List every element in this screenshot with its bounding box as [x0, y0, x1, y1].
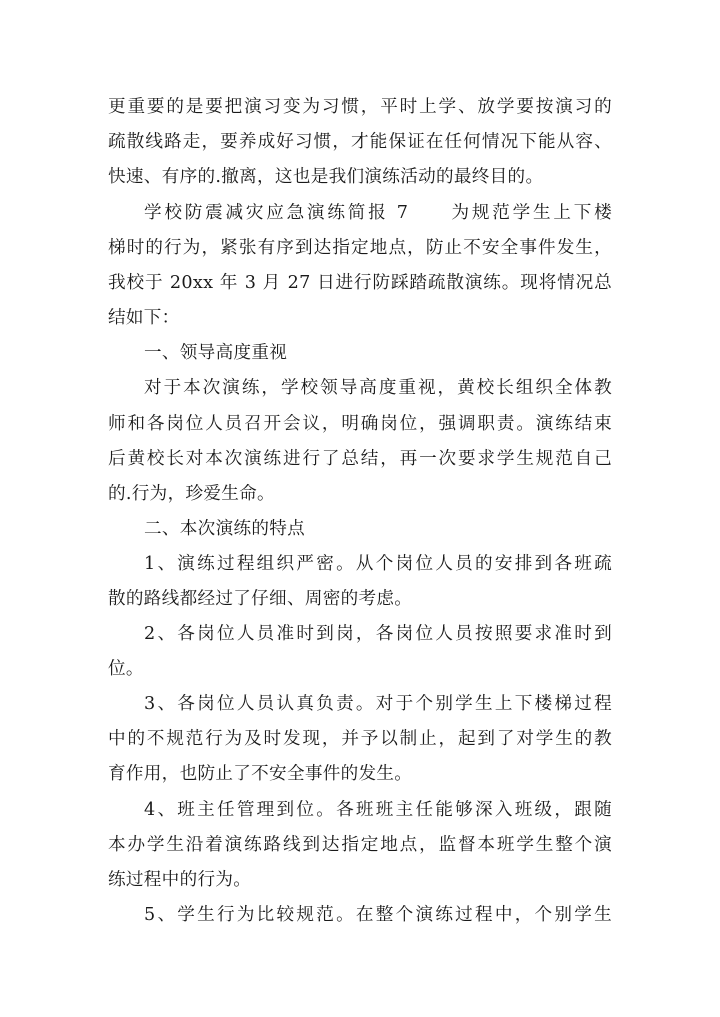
paragraph-line: 后黄校长对本次演练进行了总结，再一次要求学生规范自己	[108, 449, 612, 469]
section-heading: 二、本次演练的特点	[144, 519, 306, 539]
paragraph-line: 结如下：	[108, 308, 180, 328]
paragraph-line: 更重要的是要把演习变为习惯，平时上学、放学要按演习的	[108, 97, 612, 117]
list-item-line: 育作用，也防止了不安全事件的发生。	[108, 764, 413, 784]
paragraph-line: 学校防震减灾应急演练简报 7 为规范学生上下楼	[144, 203, 612, 223]
list-item-line: 3、各岗位人员认真负责。对于个别学生上下楼梯过程	[144, 694, 612, 714]
paragraph-line: 对于本次演练，学校领导高度重视，黄校长组织全体教	[144, 378, 612, 398]
list-item-line: 中的不规范行为及时发现，并予以制止，起到了对学生的教	[108, 729, 612, 749]
paragraph-line: 我校于 20xx 年 3 月 27 日进行防踩踏疏散演练。现将情况总	[108, 273, 612, 293]
list-item-line: 本办学生沿着演练路线到达指定地点，监督本班学生整个演	[108, 835, 612, 855]
list-item-line: 2、各岗位人员准时到岗，各岗位人员按照要求准时到	[144, 624, 612, 644]
section-heading: 一、领导高度重视	[144, 343, 288, 363]
list-item-line: 4、班主任管理到位。各班班主任能够深入班级，跟随	[144, 800, 612, 820]
list-item-line: 1、演练过程组织严密。从个岗位人员的安排到各班疏	[144, 554, 612, 574]
list-item-line: 散的路线都经过了仔细、周密的考虑。	[108, 589, 413, 609]
paragraph-line: 的.行为，珍爱生命。	[108, 484, 275, 504]
paragraph-line: 梯时的行为，紧张有序到达指定地点，防止不安全事件发生，	[108, 238, 612, 258]
paragraph-line: 疏散线路走，要养成好习惯，才能保证在任何情况下能从容、	[108, 132, 612, 152]
list-item-line: 位。	[108, 659, 144, 679]
paragraph-line: 师和各岗位人员召开会议，明确岗位，强调职责。演练结束	[108, 414, 612, 434]
paragraph-line: 快速、有序的.撤离，这也是我们演练活动的最终目的。	[108, 167, 544, 187]
list-item-line: 练过程中的行为。	[108, 870, 252, 890]
list-item-line: 5、学生行为比较规范。在整个演练过程中，个别学生	[144, 905, 612, 925]
